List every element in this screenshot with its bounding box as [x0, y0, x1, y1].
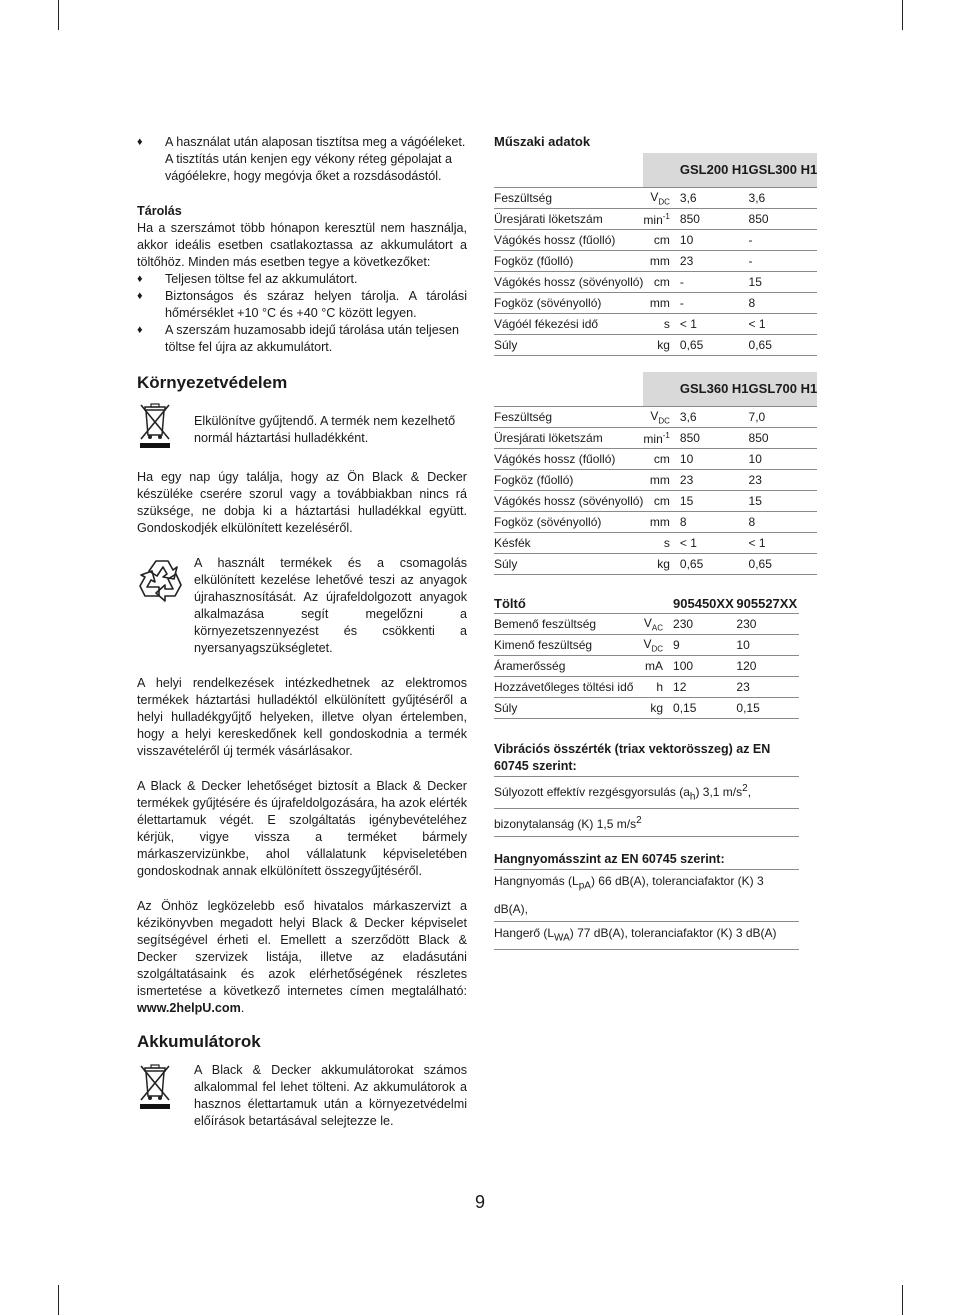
spec-value: -: [680, 293, 749, 314]
spec-value: 0,65: [749, 335, 818, 356]
bullet-diamond-icon: ♦: [137, 136, 143, 148]
spec-row: [494, 677, 799, 698]
spec-label: Vágókés hossz (sövényolló): [494, 491, 643, 512]
spec-unit: [643, 314, 679, 335]
storage-bullet-text: A szerszám huzamosabb idejű tárolása után teljesen töltse fel újra az akkumulátort.: [165, 323, 460, 354]
col-header: 905450XX: [673, 593, 736, 614]
unit-sup: -1: [662, 430, 670, 440]
spec-value: 230: [673, 614, 736, 635]
spec-value: -: [680, 272, 749, 293]
spec-row: [494, 491, 817, 512]
spec-row: [494, 512, 817, 533]
spec-label: Fogköz (sövényolló): [494, 293, 643, 314]
spec-value: 3,6: [680, 188, 749, 209]
noise-text: ) 77 dB(A), toleranciafaktor (K) 3 dB(A): [569, 925, 777, 940]
spec-label: Hozzávetőleges töltési idő: [494, 677, 633, 698]
unit-text: s: [663, 317, 670, 331]
noise-section: [494, 851, 799, 950]
service-url-end: .: [240, 1001, 245, 1015]
storage-bullet: [137, 322, 467, 356]
cleaning-text: A használat után alaposan tisztítsa meg a vágóéleket. A tisztítás után kenjen egy vékony réteg gépolajat a vágóélekre, hogy megóvja őket a rozsdásodástól.: [165, 135, 466, 183]
spec-value: 10: [680, 449, 749, 470]
environment-p4-text: Az Önhöz legközelebb eső hivatalos márkaszervizt a kézikönyvben megadott helyi Black & Decker képviselet segítségével érheti el. Emellett a szerződött Black & Decker szervizek listája, illetve az eladásutáni szolgáltatásaink és azok elérhetőségének részletes ismertetése a következő internetes címen megtalálható:: [137, 899, 467, 998]
spec-label: Kimenő feszültség: [494, 635, 633, 656]
batteries-text: A Black & Decker akkumulátorokat számos alkalommal fel lehet tölteni. Az akkumulátorok a hasznos élettartamuk után a környezetvédelmi előírások betartásával selejtezze le.: [194, 1063, 467, 1128]
page-number: 9: [474, 1192, 485, 1212]
vib-text: Súlyozott effektív rezgésgyorsulás (a: [494, 785, 690, 799]
spec-row: [494, 314, 817, 335]
vib-text: ) 3,1 m/s: [695, 785, 743, 799]
spec-value: 100: [673, 656, 736, 677]
spec-label: Feszültség: [494, 407, 643, 428]
crop-mark: [58, 1285, 59, 1315]
spec-value: 850: [749, 209, 818, 230]
col-header: 905527XX: [736, 593, 799, 614]
spec-unit: [643, 188, 679, 209]
noise-line-2: [494, 922, 799, 950]
col-header: GSL700 H1: [749, 372, 818, 407]
spec-unit: [633, 677, 673, 698]
unit-text: cm: [653, 275, 670, 289]
spec-row: [494, 656, 799, 677]
unit-text: mA: [645, 659, 664, 673]
bullet-diamond-icon: ♦: [137, 273, 143, 285]
storage-text: Ha a szerszámot több hónapon keresztül nem használja, akkor ideális esetben csatlakoztassa az akkumulátort a töltőhöz. Minden más esetben tegye a következőket:: [137, 221, 467, 269]
charger-table: [494, 593, 799, 719]
vib-text: ,: [747, 785, 752, 799]
spec-value: 0,65: [749, 554, 818, 575]
spec-unit: [643, 512, 679, 533]
spec-value: < 1: [680, 314, 749, 335]
spec-value: 0,15: [736, 698, 799, 719]
spec-value: 3,6: [749, 188, 818, 209]
environment-p2: A helyi rendelkezések intézkedhetnek az elektromos termékek háztartási hulladéktól elkülönített gyűjtéséről a helyi hulladékgyűjtő helyeken, illetve olyan értelemben, hogy a helyi kereskedőnek kell gondoskodnia a termék visszavételéről új termék vásárlásakor.: [137, 676, 467, 758]
storage-bullet-text: Biztonságos és száraz helyen tárolja. A tárolási hőmérséklet +10 °C és +40 °C között legyen.: [165, 289, 467, 320]
spec-unit: [643, 230, 679, 251]
spec-unit: [643, 293, 679, 314]
vib-sup: 2: [636, 815, 642, 827]
spec-unit: [643, 428, 679, 449]
spec-value: 0,65: [680, 335, 749, 356]
spec-row: [494, 698, 799, 719]
noise-text: Hangnyomás (L: [494, 874, 579, 889]
spec-row: [494, 449, 817, 470]
spec-row: [494, 188, 817, 209]
weee-text: Elkülönítve gyűjtendő. A termék nem kezelhető normál háztartási hulladékként.: [194, 414, 456, 445]
tech-title: Műszaki adatok: [494, 134, 591, 149]
unit-text: V: [643, 615, 652, 630]
unit-text: cm: [653, 494, 670, 508]
spec-unit: [643, 491, 679, 512]
spec-label: Vágókés hossz (sövényolló): [494, 272, 643, 293]
storage-bullet: [137, 271, 467, 288]
spec-unit: [643, 407, 679, 428]
storage-title: Tárolás: [137, 204, 182, 218]
noise-title: Hangnyomásszint az EN 60745 szerint:: [494, 851, 799, 870]
spec-row: [494, 230, 817, 251]
environment-title: Környezetvédelem: [137, 373, 288, 392]
unit-text: h: [656, 680, 664, 694]
left-column: [137, 134, 467, 1130]
vibration-section: [494, 741, 799, 837]
spec-row: [494, 635, 799, 656]
spec-unit: [633, 635, 673, 656]
spec-value: 23: [736, 677, 799, 698]
spec-label: Fogköz (sövényolló): [494, 512, 643, 533]
spec-label: Súly: [494, 554, 643, 575]
unit-text: cm: [653, 233, 670, 247]
spec-value: -: [749, 251, 818, 272]
vib-text: bizonytalanság (K) 1,5 m/s: [494, 817, 637, 832]
spec-label: Üresjárati löketszám: [494, 428, 643, 449]
spec-value: < 1: [749, 533, 818, 554]
spec-unit: [643, 449, 679, 470]
crop-mark: [902, 1285, 903, 1315]
spec-unit: [633, 656, 673, 677]
spec-unit: [643, 533, 679, 554]
noise-text: ) 66 dB(A), toleranciafaktor (K) 3 dB(A),: [494, 874, 764, 916]
spec-value: 15: [749, 272, 818, 293]
spec-value: 23: [749, 470, 818, 491]
crop-mark: [58, 0, 59, 30]
cleaning-bullet: [137, 134, 467, 185]
unit-text: kg: [657, 557, 670, 571]
spec-label: Áramerősség: [494, 656, 633, 677]
spec-label: Bemenő feszültség: [494, 614, 633, 635]
spec-row: [494, 272, 817, 293]
spec-label: Súly: [494, 335, 643, 356]
unit-sub: DC: [658, 416, 670, 426]
spec-row: [494, 293, 817, 314]
unit-text: min: [643, 212, 663, 227]
spec-value: -: [749, 230, 818, 251]
recycle-row: [137, 555, 467, 657]
spec-row: [494, 428, 817, 449]
spec-label: Súly: [494, 698, 633, 719]
spec-label: Fogköz (fűolló): [494, 251, 643, 272]
spec-value: 850: [680, 209, 749, 230]
spec-unit: [633, 698, 673, 719]
storage-bullet-text: Teljesen töltse fel az akkumulátort.: [165, 272, 358, 286]
unit-text: kg: [657, 338, 670, 352]
unit-text: min: [643, 431, 663, 446]
unit-text: mm: [649, 473, 670, 487]
spec-label: Vágókés hossz (fűolló): [494, 449, 643, 470]
spec-label: Feszültség: [494, 188, 643, 209]
spec-row: [494, 251, 817, 272]
spec-unit: [643, 251, 679, 272]
spec-value: 8: [749, 512, 818, 533]
spec-unit: [643, 272, 679, 293]
weee-row: [137, 401, 467, 453]
unit-sub: AC: [651, 623, 664, 633]
storage-bullet: [137, 288, 467, 322]
spec-unit: [643, 554, 679, 575]
col-header: GSL200 H1: [680, 153, 749, 188]
spec-value: 9: [673, 635, 736, 656]
spec-value: 8: [749, 293, 818, 314]
spec-label: Késfék: [494, 533, 643, 554]
spec-value: 10: [736, 635, 799, 656]
vib-sub: h: [689, 791, 696, 803]
spec-row: [494, 335, 817, 356]
noise-sub: WA: [554, 932, 570, 944]
spec-value: 120: [736, 656, 799, 677]
batteries-row: [137, 1062, 467, 1130]
unit-text: mm: [649, 296, 670, 310]
spec-unit: [643, 209, 679, 230]
spec-row: [494, 470, 817, 491]
unit-sub: DC: [651, 644, 664, 654]
spec-unit: [643, 470, 679, 491]
spec-label: Vágóél fékezési idő: [494, 314, 643, 335]
bullet-diamond-icon: ♦: [137, 324, 143, 336]
unit-text: kg: [650, 701, 664, 715]
col-header: GSL300 H1: [749, 153, 818, 188]
spec-value: 10: [749, 449, 818, 470]
spec-value: < 1: [749, 314, 818, 335]
spec-label: Vágókés hossz (fűolló): [494, 230, 643, 251]
spec-value: 23: [680, 251, 749, 272]
spec-table-2: [494, 372, 817, 575]
spec-value: 850: [680, 428, 749, 449]
unit-text: mm: [649, 254, 670, 268]
spec-value: 15: [680, 491, 749, 512]
recycle-icon: [137, 555, 187, 603]
spec-value: < 1: [680, 533, 749, 554]
vibration-line-1: [494, 777, 799, 809]
spec-row: [494, 533, 817, 554]
vib-sup: 2: [742, 783, 748, 794]
noise-text: Hangerő (L: [494, 925, 555, 940]
spec-value: 850: [749, 428, 818, 449]
spec-value: 7,0: [749, 407, 818, 428]
noise-line-1: [494, 870, 799, 921]
unit-text: V: [650, 408, 659, 423]
spec-value: 23: [680, 470, 749, 491]
recycle-text: A használt termékek és a csomagolás elkülönített kezelése lehetővé teszi az anyagok újrahasznosítását. Az újrafeldolgozott anyagok alkalmazása segít megelőzni a környezetszennyezést és csökkenti a nyersanyagszükségletet.: [194, 556, 467, 655]
spec-unit: [633, 614, 673, 635]
spec-table-1: [494, 153, 817, 356]
unit-text: V: [643, 636, 652, 651]
spec-row: [494, 209, 817, 230]
environment-p1: Ha egy nap úgy találja, hogy az Ön Black & Decker készüléke cserére szorul vagy a továbbiakban nincs rá szüksége, ne dobja ki a háztartási hulladékkal együtt. Gondoskodjék elkülönített kezeléséről.: [137, 470, 467, 535]
noise-sub: pA: [578, 880, 591, 892]
spec-label: Üresjárati löketszám: [494, 209, 643, 230]
bullet-diamond-icon: ♦: [137, 290, 143, 302]
crossed-bin-icon: [137, 1062, 173, 1110]
unit-sup: -1: [662, 211, 670, 221]
col-header: GSL360 H1: [680, 372, 749, 407]
spec-value: 230: [736, 614, 799, 635]
spec-value: 8: [680, 512, 749, 533]
environment-p3: A Black & Decker lehetőséget biztosít a Black & Decker termékek gyűjtésére és újrafeldolgozására, ha azok elérték élettartamuk végét. E szolgáltatás igénybevételéhez kérjük, vigye vissza a terméket bármely márkaszervizünkbe, ahol vállalatunk képviseletében gondoskodnak annak elkülönített összegyűjtéséről.: [137, 779, 467, 878]
unit-text: cm: [653, 452, 670, 466]
batteries-title: Akkumulátorok: [137, 1032, 261, 1051]
spec-row: [494, 614, 799, 635]
vibration-title: Vibrációs összérték (triax vektorösszeg) az EN 60745 szerint:: [494, 741, 799, 777]
spec-value: 12: [673, 677, 736, 698]
spec-value: 10: [680, 230, 749, 251]
charger-title: Töltő: [494, 593, 633, 614]
vibration-line-2: [494, 809, 799, 837]
spec-label: Fogköz (fűolló): [494, 470, 643, 491]
spec-value: 0,15: [673, 698, 736, 719]
right-column: [494, 134, 824, 950]
spec-row: [494, 554, 817, 575]
spec-value: 3,6: [680, 407, 749, 428]
environment-p4: [137, 898, 467, 1017]
crossed-bin-icon: [137, 401, 173, 449]
spec-row: [494, 407, 817, 428]
unit-text: mm: [649, 515, 670, 529]
unit-text: s: [663, 536, 670, 550]
unit-sub: DC: [658, 197, 670, 207]
unit-text: V: [650, 189, 659, 204]
crop-mark: [902, 0, 903, 30]
spec-value: 15: [749, 491, 818, 512]
service-url: www.2helpU.com: [137, 1001, 241, 1015]
spec-value: 0,65: [680, 554, 749, 575]
spec-unit: [643, 335, 679, 356]
